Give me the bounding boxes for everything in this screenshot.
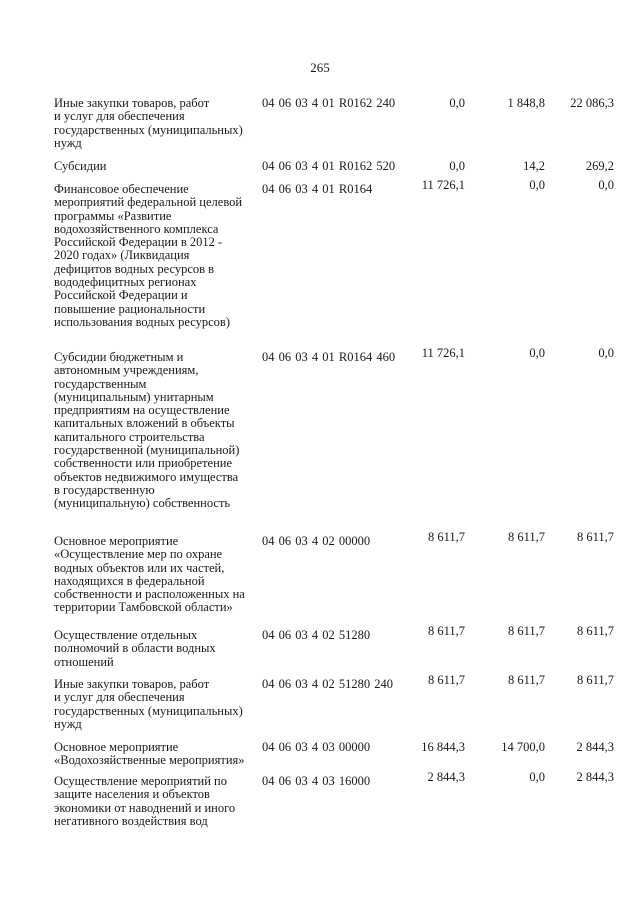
amount-year-1: 11 726,1 (421, 178, 465, 192)
description-line: «Водохозяйственные мероприятия» (54, 753, 245, 768)
amount-year-3: 0,0 (598, 346, 614, 360)
budget-code: 04 06 03 4 01 R0162 240 (262, 96, 396, 110)
description-line: (муниципальную) собственность (54, 496, 231, 511)
description-line: (муниципальным) унитарным (54, 389, 214, 404)
description-line: предприятиям на осуществление (54, 403, 230, 418)
description-line: полномочий в области водных (54, 641, 216, 656)
description-line: Российской Федерации в 2012 - (54, 235, 223, 250)
amount-year-3: 269,2 (585, 159, 614, 173)
amount-year-1: 2 844,3 (427, 770, 465, 784)
description-line: Осуществление отдельных (54, 628, 198, 642)
amount-year-2: 1 848,8 (507, 96, 545, 110)
budget-code: 04 06 03 4 01 R0164 (262, 182, 373, 196)
amount-year-1: 8 611,7 (427, 673, 465, 687)
description-line: собственности и расположенных на (54, 587, 245, 602)
description-line: объектов недвижимого имущества (54, 469, 239, 484)
amount-year-3: 2 844,3 (576, 770, 614, 784)
amount-year-2: 0,0 (529, 178, 545, 192)
row-description (54, 678, 269, 731)
description-line: вододефицитных регионах (54, 275, 197, 290)
amount-year-2: 8 611,7 (507, 624, 545, 638)
description-line: негативного воздействия вод (54, 813, 208, 828)
description-line: «Осуществление мер по охране (54, 547, 223, 562)
budget-code: 04 06 03 4 01 R0164 460 (262, 350, 396, 364)
description-line: Российской Федерации и (54, 288, 188, 303)
description-line: нужд (54, 716, 82, 731)
description-line: отношений (54, 654, 114, 669)
description-line: Основное мероприятие (54, 740, 179, 754)
amount-year-1: 8 611,7 (427, 530, 465, 544)
page-number: 265 (310, 60, 330, 75)
description-line: находящихся в федеральной (54, 573, 205, 588)
amount-year-2: 0,0 (529, 770, 545, 784)
description-line: Субсидии бюджетным и (54, 350, 184, 364)
amount-year-2: 14 700,0 (501, 740, 545, 754)
description-line: территории Тамбовской области» (54, 600, 233, 615)
amount-year-2: 8 611,7 (507, 530, 545, 544)
amount-year-1: 0,0 (449, 159, 465, 173)
description-line: Финансовое обеспечение (54, 182, 189, 196)
description-line: государственной (муниципальной) (54, 443, 240, 458)
amount-year-1: 11 726,1 (421, 346, 465, 360)
amount-year-3: 8 611,7 (576, 624, 614, 638)
description-line: Иные закупки товаров, работ (54, 96, 210, 110)
amount-year-3: 2 844,3 (576, 740, 614, 754)
amount-year-3: 8 611,7 (576, 530, 614, 544)
row-description (54, 535, 269, 615)
row-description (54, 775, 269, 828)
description-line: программы «Развитие (54, 208, 172, 223)
amount-year-3: 22 086,3 (570, 96, 614, 110)
amount-year-3: 8 611,7 (576, 673, 614, 687)
row-description (54, 97, 269, 150)
budget-code: 04 06 03 4 02 51280 240 (262, 677, 393, 691)
description-line: дефицитов водных ресурсов в (54, 261, 215, 276)
description-line: Иные закупки товаров, работ (54, 677, 210, 691)
description-line: капитального строительства (54, 429, 205, 444)
budget-code: 04 06 03 4 03 16000 (262, 774, 371, 788)
description-line: повышение рациональности (54, 301, 206, 316)
description-line: 2020 годах» (Ликвидация (54, 248, 190, 263)
description-line: Субсидии (54, 159, 107, 173)
description-line: в государственную (54, 482, 155, 497)
amount-year-1: 0,0 (449, 96, 465, 110)
description-line: использования водных ресурсов) (54, 314, 230, 329)
description-line: нужд (54, 135, 82, 150)
amount-year-2: 14,2 (523, 159, 545, 173)
description-line: государственных (муниципальных) (54, 703, 243, 718)
description-line: экономики от наводнений и иного (54, 800, 236, 815)
description-line: мероприятий федеральной целевой (54, 195, 243, 210)
amount-year-2: 8 611,7 (507, 673, 545, 687)
row-description (54, 741, 269, 768)
amount-year-1: 8 611,7 (427, 624, 465, 638)
amount-year-3: 0,0 (598, 178, 614, 192)
budget-code: 04 06 03 4 02 51280 (262, 628, 371, 642)
description-line: Осуществление мероприятий по (54, 774, 227, 788)
description-line: защите населения и объектов (54, 787, 210, 802)
description-line: водных объектов или их частей, (54, 560, 225, 575)
budget-code: 04 06 03 4 02 00000 (262, 534, 371, 548)
budget-code: 04 06 03 4 03 00000 (262, 740, 371, 754)
description-line: государственных (муниципальных) (54, 122, 243, 137)
description-line: и услуг для обеспечения (54, 109, 185, 124)
row-description (54, 160, 269, 173)
amount-year-1: 16 844,3 (421, 740, 465, 754)
amount-year-2: 0,0 (529, 346, 545, 360)
description-line: государственным (54, 376, 147, 391)
budget-code: 04 06 03 4 01 R0162 520 (262, 159, 396, 173)
row-description (54, 351, 269, 511)
description-line: автономным учреждениям, (54, 363, 199, 378)
description-line: собственности или приобретение (54, 456, 233, 471)
description-line: водохозяйственного комплекса (54, 221, 219, 236)
row-description (54, 629, 269, 669)
description-line: и услуг для обеспечения (54, 690, 185, 705)
row-description (54, 183, 269, 329)
description-line: Основное мероприятие (54, 534, 179, 548)
description-line: капитальных вложений в объекты (54, 416, 235, 431)
